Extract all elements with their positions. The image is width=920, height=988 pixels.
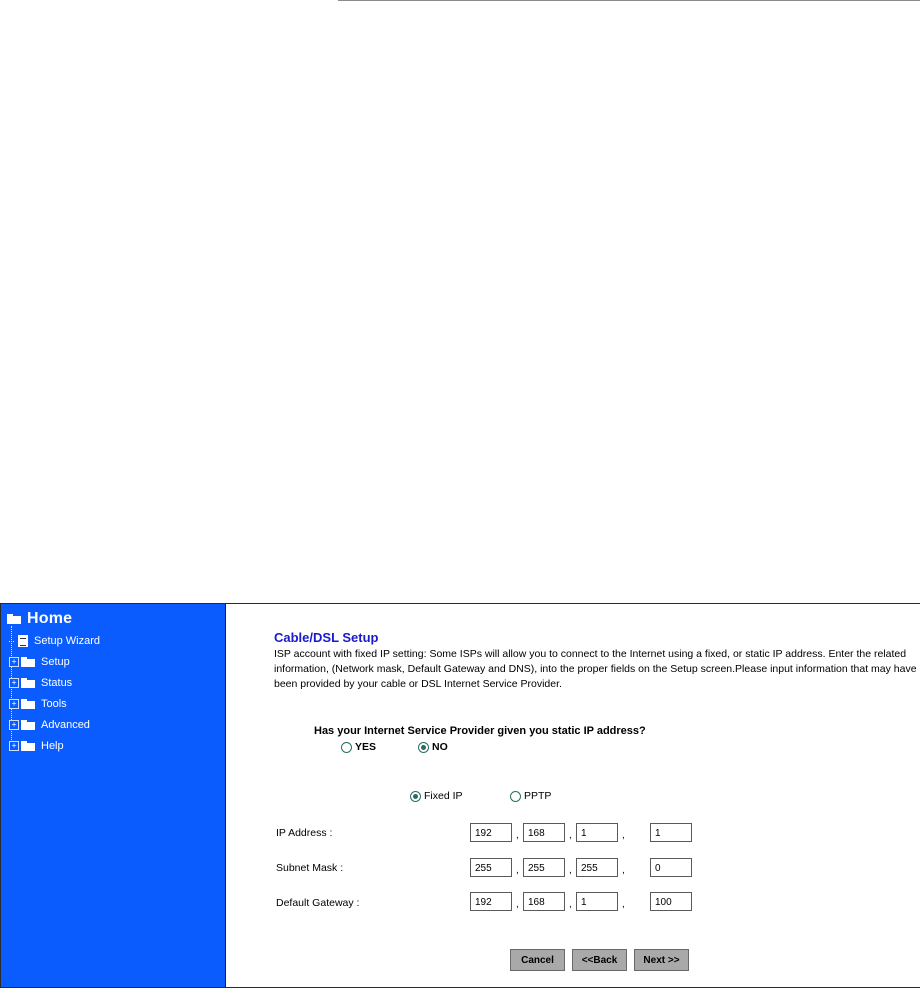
octet-separator: , <box>516 899 519 910</box>
expand-icon[interactable]: + <box>9 699 19 709</box>
sidebar-item-label: Setup Wizard <box>34 635 101 647</box>
radio-button[interactable] <box>510 791 521 802</box>
octet-separator: , <box>622 830 625 841</box>
default-gateway-label: Default Gateway : <box>276 897 360 909</box>
sidebar <box>1 604 225 987</box>
radio-no[interactable] <box>418 741 448 753</box>
default-gateway-octet-3[interactable]: 1 <box>576 892 618 911</box>
sidebar-item-setup-wizard[interactable] <box>9 633 100 649</box>
document-icon <box>18 635 28 647</box>
folder-icon <box>21 720 35 730</box>
expand-icon[interactable]: + <box>9 720 19 730</box>
back-button[interactable]: <<Back <box>572 949 627 971</box>
ip-address-octet-3[interactable]: 1 <box>576 823 618 842</box>
radio-button-selected[interactable] <box>410 791 421 802</box>
subnet-mask-label: Subnet Mask : <box>276 862 344 874</box>
router-setup-window <box>0 603 920 988</box>
sidebar-item-label: Setup <box>41 656 70 668</box>
folder-icon <box>21 741 35 751</box>
ip-address-octet-2[interactable]: 168 <box>523 823 565 842</box>
expand-icon[interactable]: + <box>9 678 19 688</box>
radio-fixed-ip[interactable] <box>410 790 463 802</box>
home-link[interactable] <box>5 610 72 628</box>
home-label: Home <box>27 610 73 627</box>
subnet-mask-octet-2[interactable]: 255 <box>523 858 565 877</box>
sidebar-item-help[interactable] <box>9 738 64 754</box>
octet-separator: , <box>569 899 572 910</box>
expand-icon[interactable]: + <box>9 657 19 667</box>
radio-yes[interactable] <box>341 741 376 753</box>
octet-separator: , <box>516 830 519 841</box>
top-divider <box>338 0 920 1</box>
octet-separator: , <box>569 865 572 876</box>
main-content <box>225 604 920 987</box>
default-gateway-octet-1[interactable]: 192 <box>470 892 512 911</box>
page-title: Cable/DSL Setup <box>274 630 379 645</box>
radio-pptp[interactable] <box>510 790 551 802</box>
radio-no-label: NO <box>432 741 448 753</box>
octet-separator: , <box>622 899 625 910</box>
octet-separator: , <box>516 865 519 876</box>
sidebar-item-advanced[interactable] <box>9 717 90 733</box>
radio-yes-label: YES <box>355 741 377 753</box>
radio-fixed-ip-label: Fixed IP <box>424 790 463 802</box>
subnet-mask-octet-1[interactable]: 255 <box>470 858 512 877</box>
sidebar-item-label: Tools <box>41 698 67 710</box>
sidebar-item-label: Help <box>41 740 64 752</box>
sidebar-item-status[interactable] <box>9 675 72 691</box>
octet-separator: , <box>569 830 572 841</box>
next-button[interactable]: Next >> <box>634 949 689 971</box>
sidebar-item-tools[interactable] <box>9 696 67 712</box>
folder-icon <box>21 678 35 688</box>
cancel-button[interactable]: Cancel <box>510 949 565 971</box>
default-gateway-octet-2[interactable]: 168 <box>523 892 565 911</box>
folder-icon <box>21 657 35 667</box>
static-ip-question: Has your Internet Service Provider given you static IP address? <box>314 725 646 737</box>
sidebar-item-label: Status <box>41 677 73 689</box>
folder-icon <box>21 699 35 709</box>
ip-address-label: IP Address : <box>276 827 333 839</box>
default-gateway-octet-4[interactable]: 100 <box>650 892 692 911</box>
ip-address-octet-4[interactable]: 1 <box>650 823 692 842</box>
octet-separator: , <box>622 865 625 876</box>
expand-icon[interactable]: + <box>9 741 19 751</box>
radio-button-selected[interactable] <box>418 742 429 753</box>
radio-button[interactable] <box>341 742 352 753</box>
page-description: ISP account with fixed IP setting: Some ISPs will allow you to connect to the Internet using a fixed, or static IP address. Enter the related information, (Network mask, Default Gateway and DNS), into the proper fields on the Setup screen.Please input information that may have been provided by your cable or DSL Internet Service Provider. <box>274 648 917 690</box>
subnet-mask-octet-4[interactable]: 0 <box>650 858 692 877</box>
folder-open-icon <box>7 614 21 624</box>
sidebar-item-label: Advanced <box>41 719 90 731</box>
ip-address-octet-1[interactable]: 192 <box>470 823 512 842</box>
subnet-mask-octet-3[interactable]: 255 <box>576 858 618 877</box>
radio-pptp-label: PPTP <box>524 790 552 802</box>
sidebar-item-setup[interactable] <box>9 654 70 670</box>
